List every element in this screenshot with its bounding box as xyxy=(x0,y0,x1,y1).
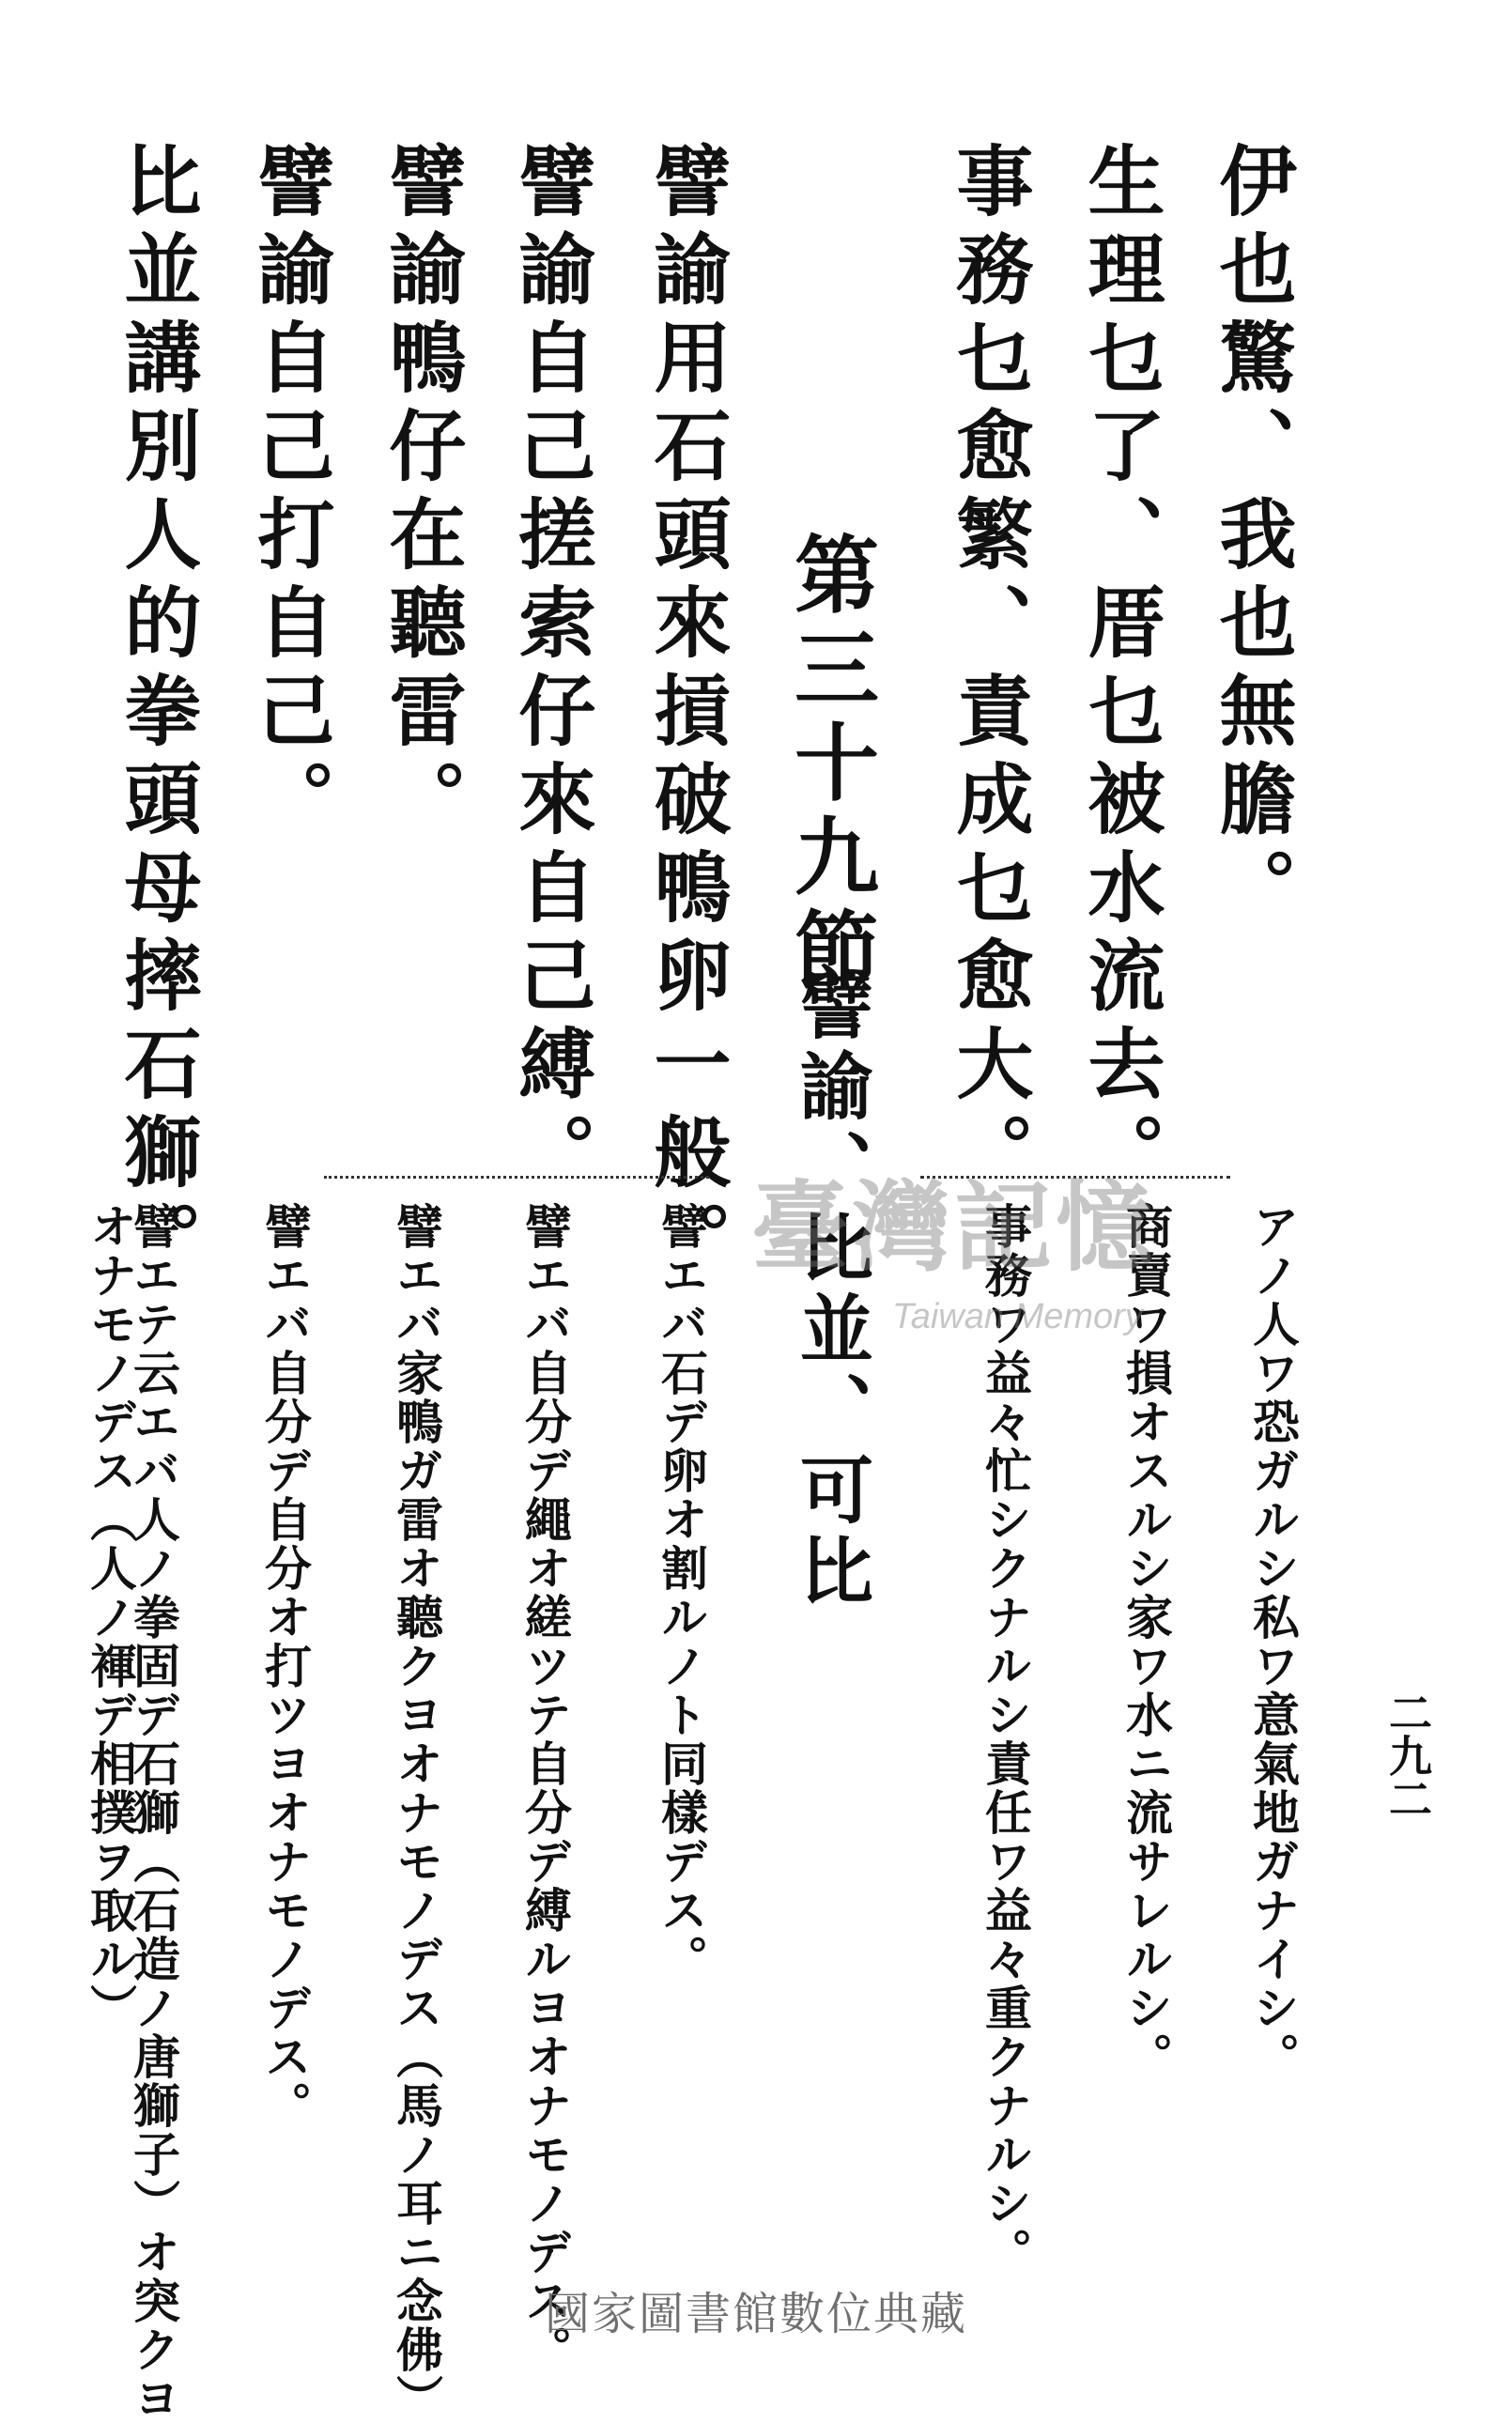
watermark-cjk: 臺灣記憶 xyxy=(751,1169,1158,1285)
watermark-latin: Taiwan Memory xyxy=(892,1297,1143,1336)
divider-line-left xyxy=(324,1176,709,1179)
lower-column-7: 譬エバ自分デ自分オ打ツヨオナモノデス。 xyxy=(257,1202,313,2130)
page-number: 二九二 xyxy=(1382,1690,1433,1820)
watermark-logo xyxy=(751,1169,1249,1338)
lower-column-8: 譬エテ云エバ人ノ拳固デ石獅（石造ノ唐獅子）オ突クヨ xyxy=(126,1202,181,2423)
lower-column-2: 商賣ワ損オスルシ家ワ水ニ流サレルシ。 xyxy=(1119,1202,1174,2081)
upper-column-5: 譬諭自己搓索仔來自己縛。 xyxy=(506,141,596,1200)
footer-credit: 國家圖書館數位典藏 xyxy=(544,2288,967,2340)
upper-column-4: 譬諭用石頭來摃破鴨卵一般。 xyxy=(641,141,732,1289)
lower-column-4: 譬エバ石デ卵オ割ルノト同樣デス。 xyxy=(654,1202,709,1983)
upper-column-6: 譬諭鴨仔在聽雷。 xyxy=(377,141,467,847)
section-title: 第三十九節 xyxy=(779,531,879,1000)
section-subtitle: 譬諭、比並、可比 xyxy=(788,967,873,1613)
lower-column-9: オナモノデス（人ノ褌デ相撲ヲ取ル） xyxy=(83,1202,138,2032)
lower-column-5: 譬エバ自分デ繩オ縒ツテ自分デ縛ルヨオナモノデス。 xyxy=(517,1202,573,2374)
upper-column-2: 生理乜了、厝乜被水流去。 xyxy=(1075,141,1165,1200)
lower-column-6: 譬エバ家鴨ガ雷オ聽クヨオナモノデス（馬ノ耳ニ念佛） xyxy=(389,1202,444,2423)
lower-column-1: アノ人ワ恐ガルシ私ワ意氣地ガナイシ。 xyxy=(1245,1202,1301,2081)
lower-column-3: 事務ワ益々忙シクナルシ責任ワ益々重クナルシ。 xyxy=(978,1202,1033,2276)
upper-column-8: 比並講別人的拳頭母摔石獅。 xyxy=(112,141,202,1289)
upper-column-7: 譬諭自己打自己。 xyxy=(245,141,335,847)
upper-column-1: 伊也驚、我也無膽。 xyxy=(1207,141,1297,935)
upper-column-3: 事務乜愈繁、責成乜愈大。 xyxy=(944,141,1034,1200)
